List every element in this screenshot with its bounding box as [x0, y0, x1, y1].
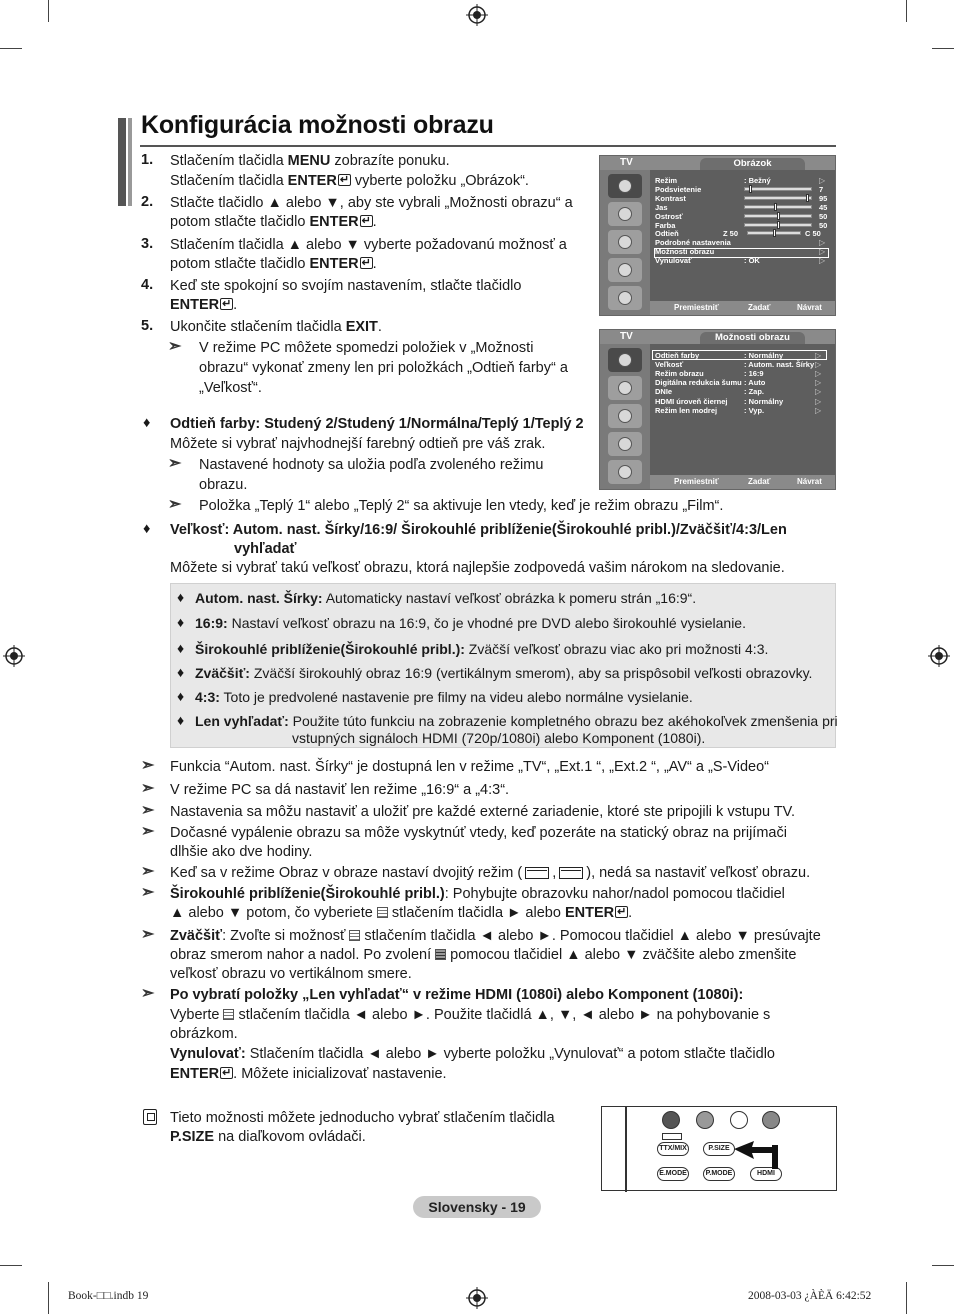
remote-button-label: P.SIZE	[703, 1142, 735, 1156]
tint-note: Položka „Teplý 1“ alebo „Teplý 2“ sa aktivuje len vtedy, keď je režim obrazu „Film“.	[199, 498, 724, 514]
osd-level-bar[interactable]	[744, 196, 812, 200]
osd-row-value: : Normálny	[744, 351, 784, 360]
crop-mark	[932, 48, 954, 49]
osd-row-arrow-icon: ▷	[815, 360, 822, 370]
remote-control-illustration	[601, 1106, 837, 1191]
step-number: 3.	[141, 236, 154, 252]
note-arrow-icon: ➣	[141, 802, 155, 819]
note-arrow-icon: ➣	[141, 823, 155, 840]
pip-double-icon	[559, 867, 583, 879]
osd-tint-bar[interactable]	[747, 231, 801, 235]
step-1-line-2: Stlačením tlačidla ENTER↵ vyberte položku „Obrázok“.	[170, 172, 529, 191]
input-icon	[608, 460, 642, 484]
note-text: Vynulovať: Stlačením tlačidla ◄ alebo ► vyberte položku „Vynulovať“ a potom stlačte tlačidlo	[170, 1046, 775, 1062]
registration-mark-icon	[466, 4, 488, 26]
crop-mark	[0, 48, 22, 49]
osd-row-label[interactable]: Podsvietenie	[655, 184, 702, 194]
note-text: Nastavenia sa môžu nastaviť a uložiť pre každé externé zariadenie, ktoré ste pripojili k vstupu TV.	[170, 804, 796, 820]
osd-enter-hint: Zadať	[748, 303, 771, 312]
osd-tab: Možnosti obrazu	[700, 332, 805, 344]
note-arrow-icon: ➣	[168, 455, 182, 472]
enter-icon	[615, 906, 628, 918]
step-5-note: „Veľkosť“.	[199, 380, 262, 396]
size-option: Širokouhlé priblíženie(Širokouhlé pribl.): Zväčší veľkosť obrazu viac ako pri možnosti 4:3.	[195, 641, 769, 657]
tint-note: Nastavené hodnoty sa uložia podľa zvoleného režimu	[199, 457, 544, 473]
note-text: Funkcia “Autom. nast. Šírky“ je dostupná len v režime „TV“, „Ext.1 “, „Ext.2 “, „AV“ a „S-Video“	[170, 759, 769, 775]
osd-row-number: 45	[819, 202, 828, 212]
memo-text: P.SIZE na diaľkovom ovládači.	[170, 1129, 366, 1145]
select-icon	[223, 1009, 234, 1020]
step-2-line-2: potom stlačte tlačidlo ENTER↵ .	[170, 213, 377, 232]
bullet-icon: ♦	[177, 664, 185, 680]
osd-row-value: : Auto	[744, 378, 766, 388]
red-button-icon	[662, 1111, 680, 1129]
osd-row-label[interactable]: Odtieň farby	[655, 351, 700, 360]
bullet-icon: ♦	[177, 688, 185, 704]
step-4-line-1: Keď ste spokojní so svojím nastavením, stlačte tlačidlo	[170, 278, 522, 294]
osd-row-number: 50	[819, 220, 828, 230]
osd-level-bar[interactable]	[744, 223, 812, 227]
memo-text: Tieto možnosti môžete jednoducho vybrať stlačením tlačidla	[170, 1110, 555, 1126]
osd-row-label[interactable]: Vynulovať	[655, 256, 692, 266]
osd-row-arrow-icon: ▷	[819, 238, 826, 248]
osd-row-value: : Normálny	[744, 396, 784, 406]
osd-level-bar[interactable]	[744, 187, 812, 191]
subtitle-icon	[662, 1133, 682, 1140]
note-text: veľkosť obrazu vo vertikálnom smere.	[170, 966, 412, 982]
enter-icon	[338, 174, 351, 186]
tint-heading: Odtieň farby: Studený 2/Studený 1/Normálna/Teplý 1/Teplý 2	[170, 416, 584, 432]
osd-enter-hint: Zadať	[748, 477, 771, 486]
bullet-icon: ♦	[177, 712, 185, 728]
osd-row-label[interactable]: DNIe	[655, 387, 673, 397]
osd-row-label[interactable]: Možnosti obrazu	[655, 247, 715, 257]
print-file-info: Book-□□.indb 19	[68, 1290, 149, 1302]
bullet-icon: ♦	[143, 521, 151, 537]
osd-row-label[interactable]: Režim len modrej	[655, 405, 718, 415]
registration-mark-icon	[466, 1287, 488, 1309]
tint-desc: Môžete si vybrať najvhodnejší farebný odtieň pre váš zrak.	[170, 436, 546, 452]
tint-note: obrazu.	[199, 477, 248, 493]
remote-button-label: P.MODE	[703, 1167, 735, 1181]
step-number: 5.	[141, 318, 154, 334]
step-5-note: obrazu“ vykonať zmeny len pri položkách „Odtieň farby“ a	[199, 360, 568, 376]
osd-row-label[interactable]: Farba	[655, 220, 676, 230]
setup-icon	[608, 432, 642, 456]
title-bar-decoration	[128, 118, 132, 206]
osd-row-arrow-icon: ▷	[819, 176, 826, 185]
osd-row-value: : OK	[744, 256, 760, 266]
osd-tv-label: TV	[620, 331, 633, 342]
step-4-line-2: ENTER↵ .	[170, 296, 237, 315]
note-arrow-icon: ➣	[168, 496, 182, 513]
size-option: 4:3: Toto je predvolené nastavenie pre filmy na videu alebo normálne vysielanie.	[195, 689, 693, 705]
note-text: V režime PC sa dá nastaviť len režime „16:9“ a „4:3“.	[170, 782, 510, 798]
osd-row-number: 95	[819, 193, 828, 203]
pointer-arrow-icon	[732, 1135, 782, 1171]
osd-row-label[interactable]: Režim obrazu	[655, 369, 704, 379]
size-option: 16:9: Nastaví veľkosť obrazu na 16:9, čo je vhodné pre DVD alebo širokouhlé vysielanie.	[195, 615, 746, 631]
osd-row-label[interactable]: HDMI úroveň čiernej	[655, 396, 728, 406]
osd-row-number: 50	[819, 211, 828, 221]
input-icon	[608, 286, 642, 310]
pip-double-icon	[525, 867, 549, 879]
page-number-label: Slovensky - 19	[413, 1196, 541, 1218]
crop-mark	[932, 1265, 954, 1266]
note-text: Vyberte stlačením tlačidla ◄ alebo ►. Použite tlačidlá ▲, ▼, ◄ alebo ► na pohybovanie s	[170, 1007, 771, 1023]
note-text: Po vybratí položky „Len vyhľadať“ v režime HDMI (1080i) alebo Komponent (1080i):	[170, 987, 744, 1003]
size-heading: vyhľadať	[234, 541, 297, 557]
select-icon	[377, 907, 388, 918]
yellow-button-icon	[730, 1111, 748, 1129]
note-arrow-icon: ➣	[141, 780, 155, 797]
page-title: Konfigurácia možnosti obrazu	[141, 111, 494, 139]
select-icon	[349, 930, 360, 941]
note-text: obraz smerom nahor a nadol. Po zvolení pomocou tlačidiel ▲ alebo ▼ zväčšite alebo zmenšite	[170, 947, 797, 963]
osd-row-label[interactable]: Jas	[655, 202, 668, 212]
osd-row-arrow-icon: ▷	[815, 378, 822, 388]
size-option-continued: vstupných signáloch HDMI (720p/1080i) alebo Komponent (1080i).	[292, 730, 706, 746]
note-arrow-icon: ➣	[168, 338, 182, 355]
osd-level-bar[interactable]	[744, 205, 812, 209]
memo-icon	[143, 1109, 157, 1125]
osd-row-label[interactable]: Podrobné nastavenia	[655, 238, 731, 248]
osd-row-arrow-icon: ▷	[815, 369, 822, 379]
osd-row-value: : Vyp.	[744, 405, 765, 415]
remote-button-label: HDMI	[750, 1167, 782, 1181]
size-option: Len vyhľadať: Použite túto funkciu na zobrazenie kompletného obrazu bez akéhokoľvek zmenšenia pri	[195, 713, 838, 729]
note-text: Zväčšiť: Zvoľte si možnosť stlačením tlačidla ◄ alebo ►. Pomocou tlačidiel ▲ alebo ▼ presúvajte	[170, 928, 821, 944]
size-heading: Veľkosť: Autom. nast. Šírky/16:9/ Širokouhlé priblíženie(Širokouhlé pribl.)/Zväčšiť/4:3/Len	[170, 522, 787, 538]
osd-row-arrow-icon: ▷	[815, 387, 822, 397]
size-option: Zväčšiť: Zväčší širokouhlý obraz 16:9 (vertikálnym smerom), aby sa prispôsobil veľkosti obrazovky.	[195, 665, 813, 681]
enter-icon	[220, 298, 233, 310]
note-arrow-icon: ➣	[141, 757, 155, 774]
note-arrow-icon: ➣	[141, 985, 155, 1002]
osd-back-hint: Návrat	[797, 303, 822, 312]
sound-icon	[608, 202, 642, 226]
osd-row-arrow-icon: ▷	[815, 351, 822, 360]
osd-row-value: : Zap.	[744, 387, 764, 397]
note-text: Keď sa v režime Obraz v obraze nastaví dvojitý režim ( , ), nedá sa nastaviť veľkosť obrazu.	[170, 865, 811, 881]
size-desc: Môžete si vybrať takú veľkosť obrazu, ktorá najlepšie zodpovedá vašim nárokom na sledovanie.	[170, 560, 785, 576]
osd-back-hint: Návrat	[797, 477, 822, 486]
osd-row-arrow-icon: ▷	[815, 405, 822, 415]
title-bar-decoration	[118, 118, 126, 206]
step-number: 2.	[141, 194, 154, 210]
osd-level-bar[interactable]	[744, 214, 812, 218]
note-arrow-icon: ➣	[141, 863, 155, 880]
note-text: ENTER↵ . Môžete inicializovať nastavenie.	[170, 1065, 447, 1084]
channel-icon	[608, 230, 642, 254]
crop-mark	[906, 0, 907, 22]
picture-icon	[608, 348, 642, 372]
step-3-line-1: Stlačením tlačidla ▲ alebo ▼ vyberte požadovanú možnosť a	[170, 237, 567, 253]
osd-row-value: : Autom. nast. Šírky	[744, 360, 815, 370]
note-text: dlhšie ako dve hodiny.	[170, 844, 313, 860]
note-arrow-icon: ➣	[141, 926, 155, 943]
enter-icon	[220, 1067, 233, 1079]
note-arrow-icon: ➣	[141, 884, 155, 901]
osd-row-number: C 50	[805, 229, 821, 239]
step-5-line-1: Ukončite stlačením tlačidla EXIT.	[170, 319, 382, 335]
picture-icon	[608, 174, 642, 198]
osd-move-hint: Premiestniť	[674, 303, 719, 312]
osd-row-label[interactable]: Odtieň	[655, 229, 679, 239]
title-underline	[140, 145, 836, 147]
step-5-note: V režime PC môžete spomedzi položiek v „Možnosti	[199, 340, 534, 356]
setup-icon	[608, 258, 642, 282]
sound-icon	[608, 376, 642, 400]
osd-row-number: 7	[819, 184, 824, 194]
bullet-icon: ♦	[143, 415, 151, 431]
bullet-icon: ♦	[177, 589, 185, 605]
osd-tv-label: TV	[620, 157, 633, 168]
osd-picture-menu	[599, 155, 836, 316]
crop-mark	[0, 1265, 22, 1266]
remote-button-label: E.MODE	[657, 1167, 689, 1181]
bullet-icon: ♦	[177, 614, 185, 630]
osd-row-label[interactable]: Režim	[655, 176, 678, 185]
registration-mark-icon	[928, 645, 950, 667]
note-text: ▲ alebo ▼ potom, čo vyberiete stlačením tlačidla ► alebo ENTER↵ .	[170, 904, 632, 923]
step-1-line-1: Stlačením tlačidla MENU zobrazíte ponuku.	[170, 153, 450, 169]
osd-row-label[interactable]: Veľkosť	[655, 360, 684, 370]
osd-tab: Obrázok	[700, 158, 805, 170]
blue-button-icon	[762, 1111, 780, 1129]
enter-icon	[360, 215, 373, 227]
osd-row-arrow-icon: ▷	[815, 396, 822, 406]
crop-mark	[906, 1282, 907, 1314]
step-number: 1.	[141, 152, 154, 168]
osd-row-arrow-icon: ▷	[819, 256, 826, 266]
osd-row-label[interactable]: Ostrosť	[655, 211, 683, 221]
crop-mark	[48, 0, 49, 22]
crop-mark	[48, 1282, 49, 1314]
print-date-info: 2008-03-03 ¿ÀÈÄ 6:42:52	[748, 1290, 872, 1302]
step-number: 4.	[141, 277, 154, 293]
note-text: Dočasné vypálenie obrazu sa môže vyskytnúť vtedy, keď pozeráte na statický obraz na prijímači	[170, 825, 787, 841]
select-icon	[435, 949, 446, 960]
step-2-line-1: Stlačte tlačidlo ▲ alebo ▼, aby ste vybrali „Možnosti obrazu“ a	[170, 195, 573, 211]
green-button-icon	[696, 1111, 714, 1129]
bullet-icon: ♦	[177, 640, 185, 656]
osd-move-hint: Premiestniť	[674, 477, 719, 486]
remote-button-label: TTX/MIX	[657, 1142, 689, 1156]
osd-row-label[interactable]: Kontrast	[655, 193, 686, 203]
enter-icon	[360, 257, 373, 269]
size-option: Autom. nast. Šírky: Automaticky nastaví veľkosť obrázka k pomeru strán „16:9“.	[195, 590, 697, 606]
osd-row-value: Z 50	[723, 229, 739, 239]
osd-picture-options-menu	[599, 329, 836, 490]
channel-icon	[608, 404, 642, 428]
osd-row-label[interactable]: Digitálna redukcia šumu	[655, 378, 742, 388]
osd-row-value: : Bežný	[744, 176, 771, 185]
osd-row-arrow-icon: ▷	[819, 247, 826, 257]
registration-mark-icon	[3, 645, 25, 667]
note-text: obrázkom.	[170, 1026, 238, 1042]
step-3-line-2: potom stlačte tlačidlo ENTER↵ .	[170, 255, 377, 274]
note-text: Širokouhlé priblíženie(Širokouhlé pribl.): Pohybujte obrazovku nahor/nadol pomocou tlačidiel	[170, 886, 785, 902]
osd-row-value: : 16:9	[744, 369, 764, 379]
